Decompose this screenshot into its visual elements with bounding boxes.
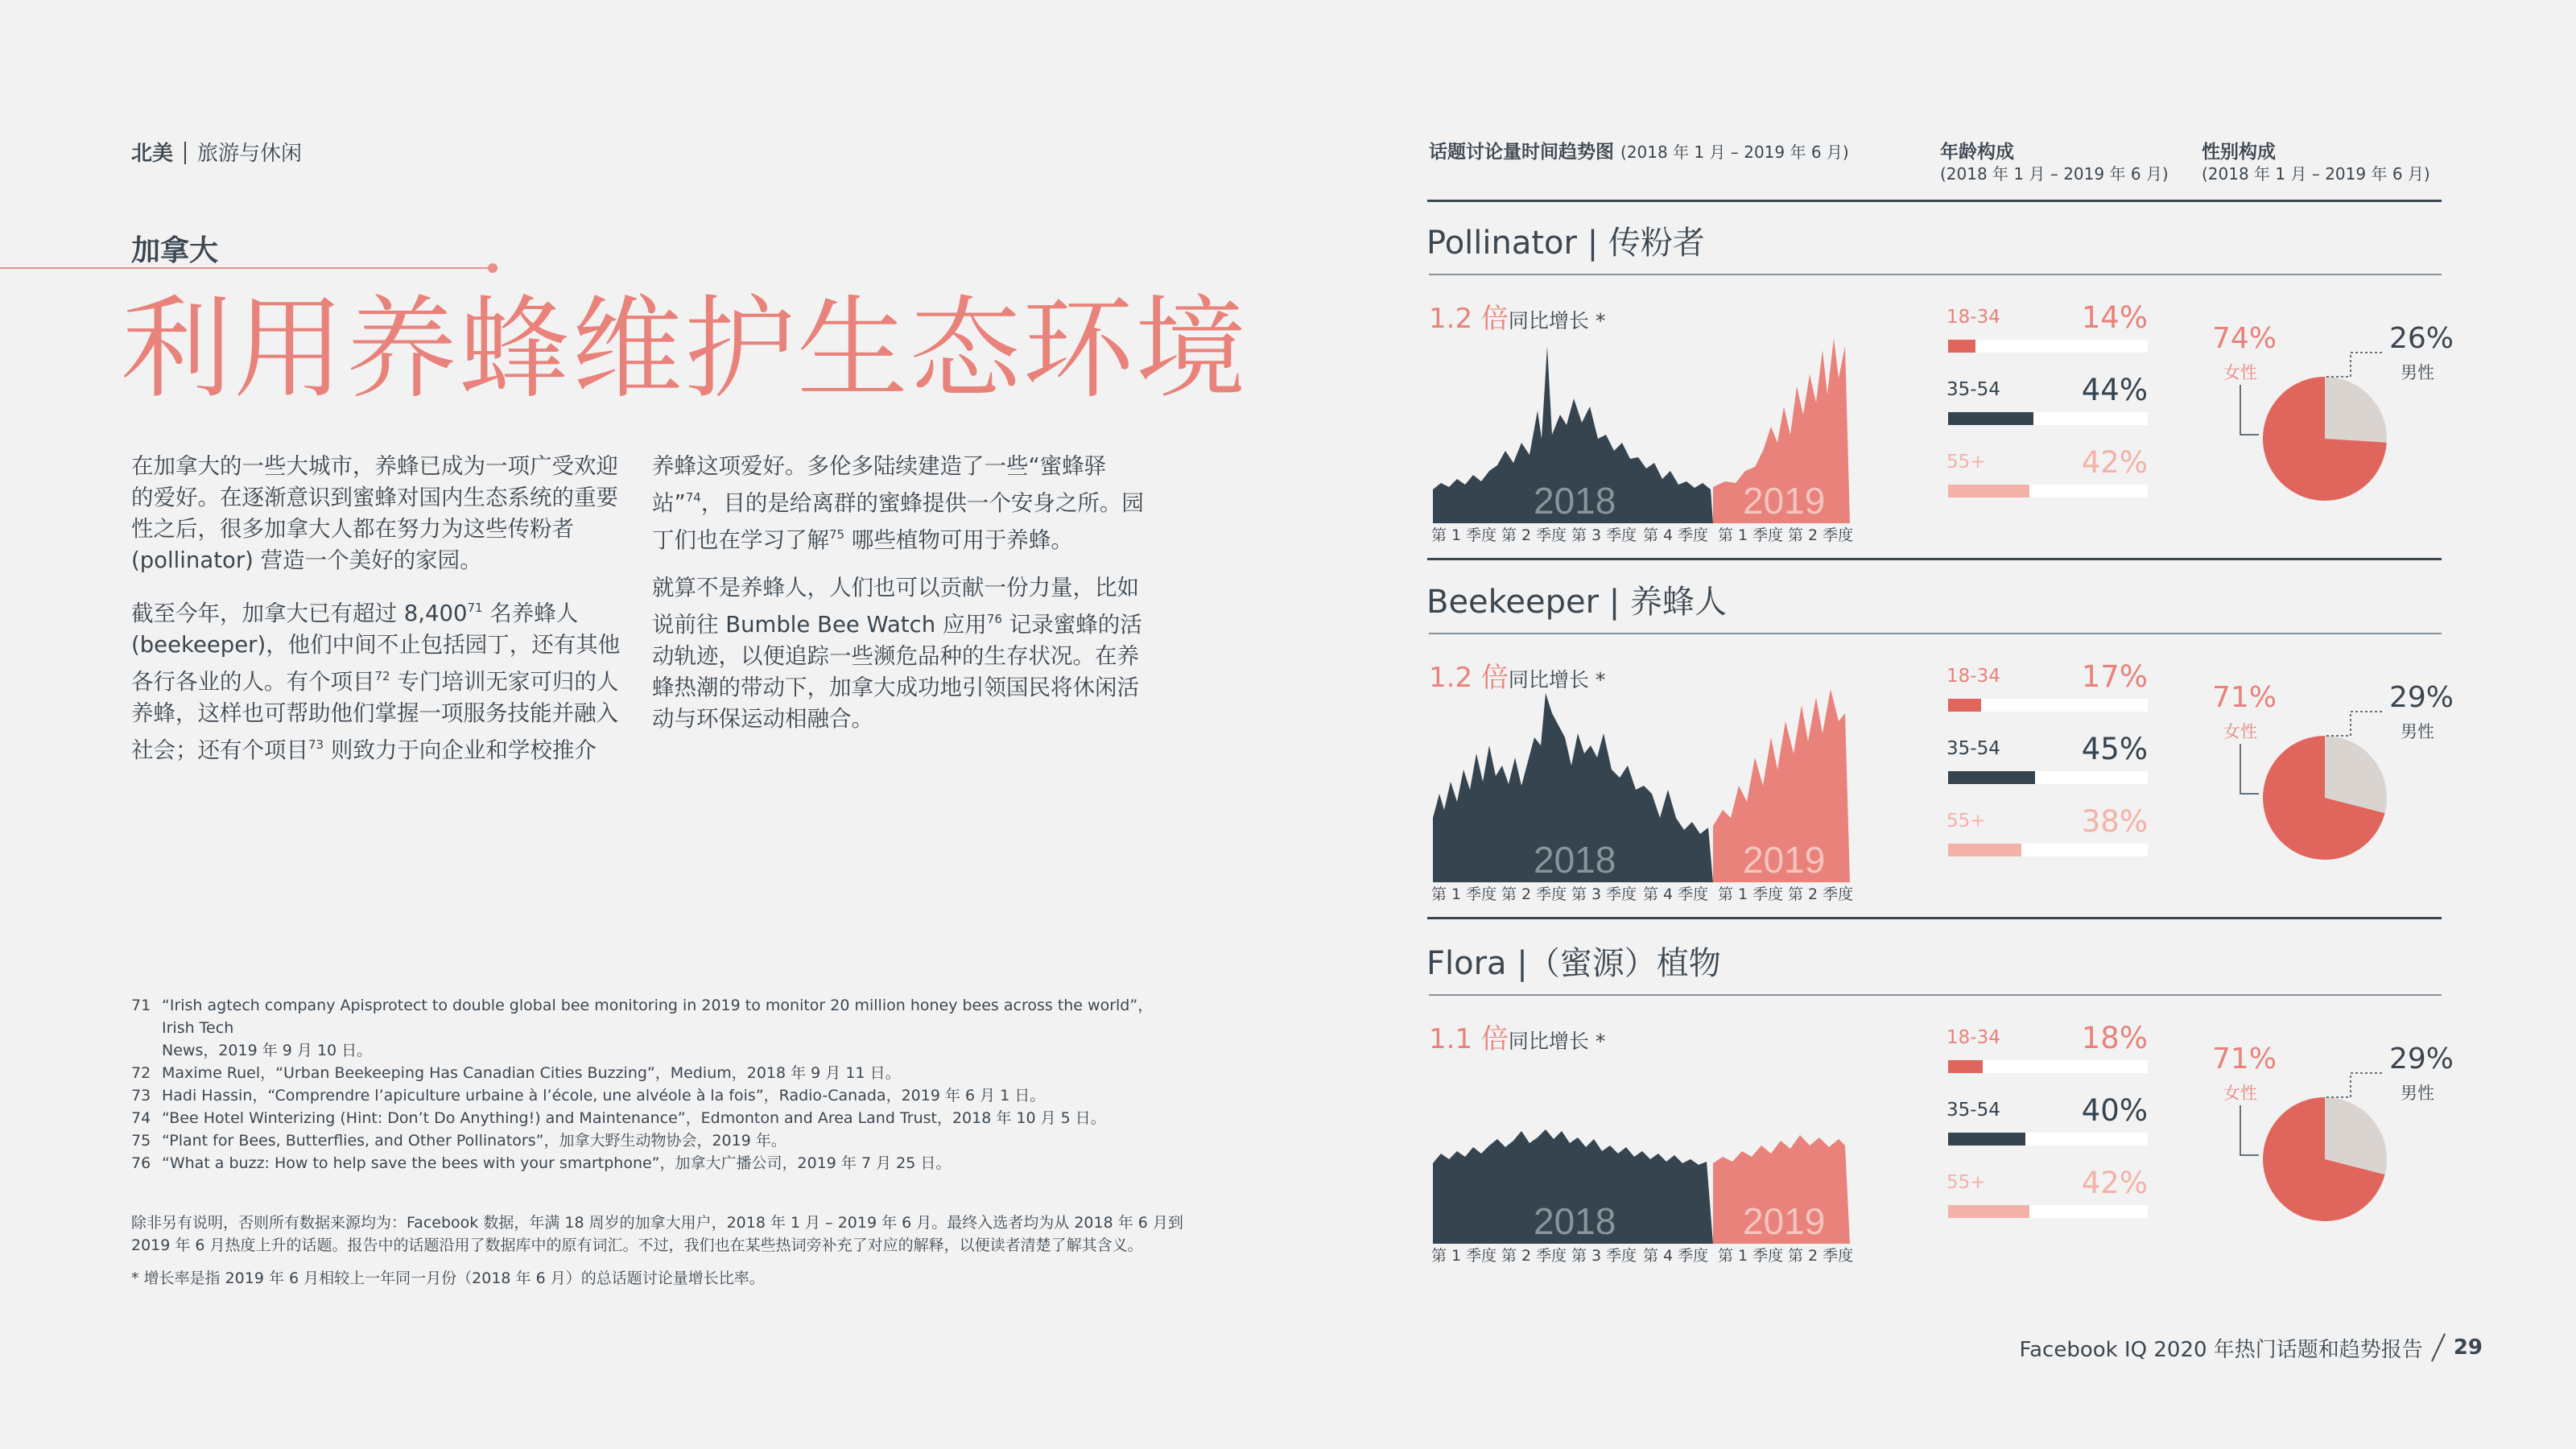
quarter-label: 第 1 季度 (1431, 526, 1497, 544)
gender-header-range: (2018 年 1 月 – 2019 年 6 月) (2202, 164, 2430, 184)
quarter-label: 第 3 季度 (1571, 526, 1637, 544)
growth-note: * 增长率是指 2019 年 6 月相较上一年同一月份（2018 年 6 月）的总话题讨论量增长比率。 (131, 1269, 765, 1287)
footnote-ref[interactable]: 73 (308, 737, 324, 752)
age-bar-track (1948, 1060, 2148, 1073)
age-group-label: 55+ (1946, 811, 1986, 832)
male-label: 男性 (2401, 363, 2434, 382)
age-bar-fill (1948, 1060, 1983, 1073)
age-group-pct: 45% (2081, 732, 2148, 766)
country-rule (0, 267, 493, 269)
age-group-label: 35-54 (1946, 379, 2000, 400)
age-bar-track (1948, 771, 2148, 784)
female-label: 女性 (2223, 722, 2257, 741)
growth-suffix: 同比增长 * (1508, 309, 1606, 332)
footnote-ref[interactable]: 76 (986, 612, 1002, 626)
trend-chart-flora (1433, 1051, 1852, 1244)
female-pct: 71% (2212, 1042, 2277, 1075)
topic-title: Beekeeper | 养蜂人 (1426, 584, 1727, 621)
breadcrumb-category: 旅游与休闲 (197, 142, 303, 166)
age-group-label: 35-54 (1946, 738, 2000, 759)
footnote-ref[interactable]: 71 (467, 601, 483, 615)
page-headline: 利用养蜂维护生态环境 (121, 284, 1249, 414)
country-label: 加拿大 (131, 234, 219, 267)
gender-header: 性别构成 (2202, 142, 2276, 163)
growth-value: 1.1 倍 (1429, 1023, 1509, 1055)
footnotes (131, 994, 1178, 1174)
trend-chart-pollinator (1433, 330, 1852, 523)
quarter-label: 第 1 季度 (1718, 526, 1784, 544)
pie-leader-female (2240, 744, 2259, 794)
age-bar-fill (1948, 1133, 2025, 1146)
quarter-label: 第 3 季度 (1571, 1247, 1637, 1265)
age-bar-track (1948, 340, 2148, 353)
age-group-pct: 18% (2081, 1021, 2148, 1055)
quarter-label: 第 4 季度 (1643, 886, 1709, 903)
age-header-range: (2018 年 1 月 – 2019 年 6 月) (1940, 164, 2169, 184)
quarter-label: 第 1 季度 (1718, 886, 1784, 903)
quarter-label: 第 1 季度 (1718, 1247, 1784, 1265)
pie-leader-male (2326, 353, 2384, 377)
footnote: 74 “Bee Hotel Winterizing (Hint: Don’t Do Anything!) and Maintenance”，Edmonton and Area Land Trust，2018 年 10 月 5 日。 (131, 1109, 1106, 1127)
topic-title: Pollinator | 传粉者 (1426, 225, 1705, 262)
body-column-1 (131, 451, 630, 782)
quarter-label: 第 4 季度 (1643, 1247, 1709, 1265)
female-pct: 74% (2212, 322, 2277, 355)
breadcrumb-region: 北美 (131, 142, 174, 166)
quarter-label: 第 2 季度 (1788, 526, 1854, 544)
topic-title: Flora |（蜜源）植物 (1426, 945, 1721, 982)
age-group-pct: 42% (2081, 445, 2148, 480)
quarter-label: 第 1 季度 (1431, 886, 1497, 903)
topic-title-rule (1429, 994, 2442, 996)
year-label-2018: 2018 (1534, 1200, 1616, 1242)
section-divider (1427, 558, 2442, 560)
year-label-2019: 2019 (1743, 480, 1826, 522)
footnote: 71 “Irish agtech company Apisprotect to double global bee monitoring in 2019 to monitor 20 million honey bees across the world”，Irish Tech (131, 997, 1154, 1037)
female-label: 女性 (2223, 1084, 2257, 1103)
footnote: 72 Maxime Ruel，“Urban Beekeeping Has Canadian Cities Buzzing”，Medium，2018 年 9 月 11 日。 (131, 1064, 901, 1082)
age-group-label: 18-34 (1946, 666, 2000, 687)
age-bar-fill (1948, 340, 1975, 353)
age-group-pct: 17% (2081, 659, 2148, 694)
paragraph: 截至今年，加拿大已有超过 8,400$^{71}$ 名养蜂人 (beekeeper)，他们中间不止包括园丁，还有其他各行各业的人。有个项目$^{72}$ 专门培训无家可归的人养蜂，这样也可帮助他们掌握一项服务技能并融入社会；还有个项目$^{73}$ 则致力于向企业和学校推介 (131, 601, 621, 763)
age-bar-track (1948, 412, 2148, 425)
age-bar-track (1948, 699, 2148, 712)
age-bar-fill (1948, 771, 2035, 784)
quarter-label: 第 2 季度 (1501, 886, 1567, 903)
topic-title-rule (1429, 633, 2442, 634)
country-rule-dot (488, 263, 497, 273)
growth-suffix: 同比增长 * (1508, 668, 1606, 691)
age-bar-track (1948, 1133, 2148, 1146)
pie-leader-female (2240, 385, 2259, 435)
paragraph: 养蜂这项爱好。多伦多陆续建造了一些“蜜蜂驿站”$^{74}$，目的是给离群的蜜蜂提供一个安身之所。园丁们也在学习了解$^{75}$ 哪些植物可用于养蜂。 (652, 453, 1144, 553)
topic-title-rule (1429, 274, 2442, 275)
age-header: 年龄构成 (1940, 142, 2014, 163)
age-group-pct: 42% (2081, 1166, 2148, 1200)
age-group-label: 18-34 (1946, 1027, 2000, 1048)
female-label: 女性 (2223, 363, 2257, 382)
year-label-2018: 2018 (1534, 839, 1616, 881)
age-bar-fill (1948, 1205, 2029, 1218)
age-bar-track (1948, 844, 2148, 857)
header-rule (1427, 200, 2442, 202)
age-bar-fill (1948, 699, 1981, 712)
age-group-pct: 38% (2081, 804, 2148, 839)
footnote: 73 Hadi Hassin，“Comprendre l’apiculture urbaine à l’école, une alvéole à la fois”，Radio-Canada，2019 年 6 月 1 日。 (131, 1087, 1046, 1104)
footnote-ref[interactable]: 75 (829, 527, 845, 542)
pie-leader-female (2240, 1105, 2259, 1155)
growth-value: 1.2 倍 (1429, 303, 1509, 335)
year-label-2019: 2019 (1743, 839, 1826, 881)
age-group-pct: 40% (2081, 1093, 2148, 1128)
pie-slice-male (2325, 377, 2387, 443)
age-bar-fill (1948, 844, 2021, 857)
age-group-label: 35-54 (1946, 1100, 2000, 1121)
footnote-continued: News，2019 年 9 月 10 日。 (162, 1042, 373, 1059)
age-bar-track (1948, 485, 2148, 497)
age-bar-fill (1948, 412, 2033, 425)
year-label-2019: 2019 (1743, 1200, 1826, 1242)
male-label: 男性 (2401, 722, 2434, 741)
pie-leader-male (2326, 1073, 2384, 1097)
age-bar-fill (1948, 485, 2029, 497)
breadcrumb-divider (184, 142, 186, 164)
quarter-label: 第 2 季度 (1788, 886, 1854, 903)
page-footer (2020, 1332, 2483, 1363)
footnote-ref[interactable]: 74 (685, 490, 701, 505)
quarter-label: 第 2 季度 (1788, 1247, 1854, 1265)
age-group-label: 55+ (1946, 1172, 1986, 1193)
pie-leader-male (2326, 712, 2384, 736)
male-pct: 29% (2389, 681, 2454, 714)
quarter-label: 第 2 季度 (1501, 526, 1567, 544)
age-group-label: 18-34 (1946, 307, 2000, 328)
year-label-2018: 2018 (1534, 480, 1616, 522)
age-group-pct: 14% (2081, 300, 2148, 335)
footer-slash (2431, 1333, 2446, 1361)
trend-header: 话题讨论量时间趋势图 (2018 年 1 月 – 2019 年 6 月) (1429, 142, 1849, 163)
paragraph: 在加拿大的一些大城市，养蜂已成为一项广受欢迎的爱好。在逐渐意识到蜜蜂对国内生态系统的重要性之后，很多加拿大人都在努力为这些传粉者 (pollinator) 营造一个美好的家园。 (131, 453, 618, 573)
body-column-2 (652, 451, 1151, 751)
quarter-label: 第 2 季度 (1501, 1247, 1567, 1265)
male-label: 男性 (2401, 1084, 2434, 1103)
age-group-label: 55+ (1946, 452, 1986, 473)
source-note: 除非另有说明，否则所有数据来源均为：Facebook 数据，年满 18 周岁的加拿大用户，2018 年 1 月 – 2019 年 6 月。最终入选者均为从 2018 年 6 月到 2019 年 6 月热度上升的话题。报告中的话题沿用了数据库中的原有词汇。不过，我们也在某些热词旁补充了对应的解释，以便读者清楚了解其含义。 (131, 1214, 1183, 1254)
female-pct: 71% (2212, 681, 2277, 714)
quarter-label: 第 4 季度 (1643, 526, 1709, 544)
age-group-pct: 44% (2081, 373, 2148, 407)
quarter-label: 第 1 季度 (1431, 1247, 1497, 1265)
page-number: 29 (2453, 1335, 2483, 1360)
trend-chart-beekeeper (1433, 689, 1852, 882)
male-pct: 26% (2389, 322, 2454, 355)
footnote: 75 “Plant for Bees, Butterflies, and Other Pollinators”，加拿大野生动物协会，2019 年。 (131, 1132, 786, 1150)
breadcrumb (131, 137, 302, 167)
growth-suffix: 同比增长 * (1508, 1030, 1606, 1053)
footnote: 76 “What a buzz: How to help save the bees with your smartphone”，加拿大广播公司，2019 年 7 月 25 日。 (131, 1154, 952, 1172)
growth-value: 1.2 倍 (1429, 662, 1509, 694)
age-bar-track (1948, 1205, 2148, 1218)
male-pct: 29% (2389, 1042, 2454, 1075)
quarter-label: 第 3 季度 (1571, 886, 1637, 903)
footnote-ref[interactable]: 72 (374, 669, 390, 683)
section-divider (1427, 917, 2442, 919)
paragraph: 就算不是养蜂人，人们也可以贡献一份力量，比如说前往 Bumble Bee Watch 应用$^{76}$ 记录蜜蜂的活动轨迹，以便追踪一些濒危品种的生存状况。在养蜂热潮的带动下，加拿大成功地引领国民将休闲活动与环保运动相融合。 (652, 575, 1142, 732)
footer-report-title: Facebook IQ 2020 年热门话题和趋势报告 (2019, 1337, 2423, 1362)
